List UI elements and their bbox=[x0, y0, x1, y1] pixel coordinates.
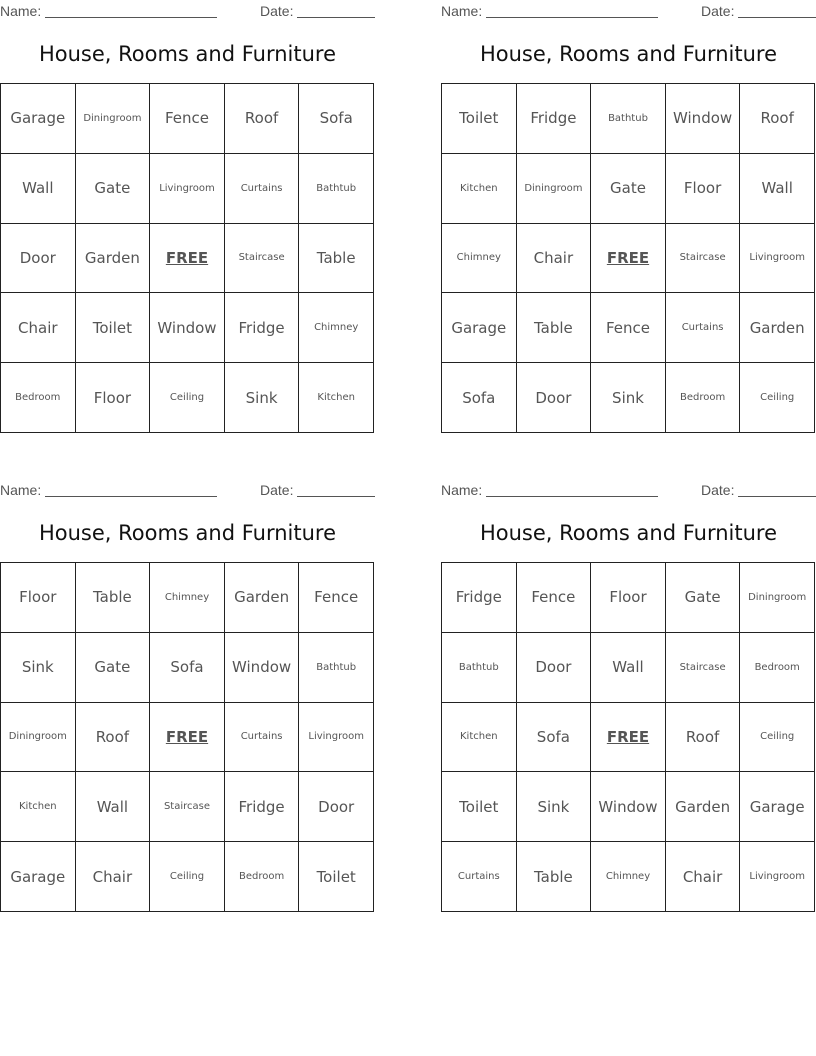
free-space-cell: FREE bbox=[150, 224, 225, 294]
date-label: Date: bbox=[701, 482, 735, 498]
bingo-cell: Roof bbox=[740, 84, 815, 154]
name-blank bbox=[486, 17, 658, 18]
bingo-grid bbox=[0, 83, 374, 433]
bingo-cell: Kitchen bbox=[1, 772, 76, 842]
bingo-cell: Table bbox=[517, 842, 592, 912]
name-label: Name: bbox=[0, 3, 42, 19]
name-blank bbox=[45, 17, 217, 18]
bingo-cell: Sink bbox=[225, 363, 300, 433]
bingo-cell: Diningroom bbox=[76, 84, 151, 154]
bingo-cell: Door bbox=[517, 363, 592, 433]
bingo-cell: Floor bbox=[76, 363, 151, 433]
free-space-cell: FREE bbox=[591, 703, 666, 773]
bingo-cell: Chair bbox=[1, 293, 76, 363]
bingo-cell: Livingroom bbox=[740, 842, 815, 912]
bingo-cell: Fence bbox=[150, 84, 225, 154]
bingo-cell: Sofa bbox=[150, 633, 225, 703]
date-blank bbox=[297, 496, 375, 497]
bingo-cell: Kitchen bbox=[442, 703, 517, 773]
bingo-cell: Bathtub bbox=[299, 633, 374, 703]
bingo-cell: Garden bbox=[76, 224, 151, 294]
bingo-cell: Chimney bbox=[442, 224, 517, 294]
bingo-cell: Wall bbox=[740, 154, 815, 224]
bingo-cell: Curtains bbox=[225, 154, 300, 224]
bingo-cell: Bedroom bbox=[666, 363, 741, 433]
bingo-cell: Garden bbox=[666, 772, 741, 842]
bingo-cell: Sink bbox=[517, 772, 592, 842]
date-blank bbox=[297, 17, 375, 18]
bingo-card bbox=[0, 0, 375, 440]
bingo-cell: Garage bbox=[1, 84, 76, 154]
bingo-cell: Ceiling bbox=[740, 703, 815, 773]
bingo-cell: Door bbox=[1, 224, 76, 294]
bingo-cell: Diningroom bbox=[517, 154, 592, 224]
bingo-cell: Chimney bbox=[591, 842, 666, 912]
bingo-grid bbox=[441, 83, 815, 433]
bingo-cell: Roof bbox=[225, 84, 300, 154]
name-date-line bbox=[0, 482, 375, 498]
date-label: Date: bbox=[260, 482, 294, 498]
bingo-cell: Roof bbox=[666, 703, 741, 773]
name-blank bbox=[45, 496, 217, 497]
name-label: Name: bbox=[441, 482, 483, 498]
bingo-card bbox=[441, 479, 816, 919]
bingo-cell: Bathtub bbox=[299, 154, 374, 224]
card-title: House, Rooms and Furniture bbox=[38, 42, 337, 66]
bingo-cell: Garden bbox=[740, 293, 815, 363]
bingo-cell: Staircase bbox=[666, 633, 741, 703]
bingo-cell: Staircase bbox=[150, 772, 225, 842]
free-space-cell: FREE bbox=[150, 703, 225, 773]
date-blank bbox=[738, 17, 816, 18]
bingo-cell: Bathtub bbox=[591, 84, 666, 154]
bingo-cell: Table bbox=[517, 293, 592, 363]
bingo-grid bbox=[441, 562, 815, 912]
bingo-cell: Sofa bbox=[442, 363, 517, 433]
bingo-cell: Door bbox=[299, 772, 374, 842]
bingo-cell: Sink bbox=[1, 633, 76, 703]
date-label: Date: bbox=[260, 3, 294, 19]
bingo-cell: Ceiling bbox=[740, 363, 815, 433]
bingo-cell: Gate bbox=[76, 633, 151, 703]
bingo-cell: Toilet bbox=[442, 772, 517, 842]
bingo-cell: Bedroom bbox=[225, 842, 300, 912]
bingo-cell: Garage bbox=[442, 293, 517, 363]
bingo-cell: Wall bbox=[76, 772, 151, 842]
bingo-cell: Window bbox=[666, 84, 741, 154]
bingo-cell: Staircase bbox=[666, 224, 741, 294]
bingo-cell: Floor bbox=[1, 563, 76, 633]
bingo-cell: Window bbox=[225, 633, 300, 703]
card-title: House, Rooms and Furniture bbox=[479, 521, 778, 545]
free-space-cell: FREE bbox=[591, 224, 666, 294]
bingo-cell: Chair bbox=[666, 842, 741, 912]
bingo-cell: Garage bbox=[1, 842, 76, 912]
bingo-cell: Window bbox=[591, 772, 666, 842]
bingo-cell: Fence bbox=[517, 563, 592, 633]
bingo-cell: Livingroom bbox=[740, 224, 815, 294]
name-date-line bbox=[0, 3, 375, 19]
bingo-card bbox=[0, 479, 375, 919]
bingo-cell: Garage bbox=[740, 772, 815, 842]
bingo-cell: Chimney bbox=[150, 563, 225, 633]
card-title: House, Rooms and Furniture bbox=[479, 42, 778, 66]
bingo-cell: Fridge bbox=[517, 84, 592, 154]
bingo-cell: Chair bbox=[76, 842, 151, 912]
bingo-cell: Door bbox=[517, 633, 592, 703]
bingo-cell: Ceiling bbox=[150, 842, 225, 912]
bingo-cell: Garden bbox=[225, 563, 300, 633]
bingo-cell: Wall bbox=[591, 633, 666, 703]
bingo-cell: Fence bbox=[299, 563, 374, 633]
bingo-card bbox=[441, 0, 816, 440]
bingo-cell: Fridge bbox=[442, 563, 517, 633]
bingo-cell: Kitchen bbox=[299, 363, 374, 433]
bingo-cell: Roof bbox=[76, 703, 151, 773]
bingo-cell: Kitchen bbox=[442, 154, 517, 224]
bingo-cell: Toilet bbox=[299, 842, 374, 912]
date-label: Date: bbox=[701, 3, 735, 19]
bingo-cell: Floor bbox=[666, 154, 741, 224]
name-label: Name: bbox=[0, 482, 42, 498]
bingo-cell: Chair bbox=[517, 224, 592, 294]
name-date-line bbox=[441, 3, 816, 19]
bingo-cell: Gate bbox=[666, 563, 741, 633]
bingo-cell: Table bbox=[76, 563, 151, 633]
bingo-cell: Table bbox=[299, 224, 374, 294]
bingo-cell: Livingroom bbox=[150, 154, 225, 224]
bingo-cell: Chimney bbox=[299, 293, 374, 363]
card-title: House, Rooms and Furniture bbox=[38, 521, 337, 545]
bingo-cell: Livingroom bbox=[299, 703, 374, 773]
bingo-cell: Diningroom bbox=[740, 563, 815, 633]
name-date-line bbox=[441, 482, 816, 498]
name-label: Name: bbox=[441, 3, 483, 19]
bingo-cell: Diningroom bbox=[1, 703, 76, 773]
bingo-cell: Sink bbox=[591, 363, 666, 433]
bingo-cell: Bathtub bbox=[442, 633, 517, 703]
bingo-cell: Curtains bbox=[442, 842, 517, 912]
bingo-cell: Sofa bbox=[299, 84, 374, 154]
bingo-cell: Wall bbox=[1, 154, 76, 224]
bingo-cell: Floor bbox=[591, 563, 666, 633]
bingo-cell: Toilet bbox=[76, 293, 151, 363]
bingo-cell: Gate bbox=[591, 154, 666, 224]
name-blank bbox=[486, 496, 658, 497]
bingo-grid bbox=[0, 562, 374, 912]
bingo-cell: Curtains bbox=[666, 293, 741, 363]
bingo-cell: Window bbox=[150, 293, 225, 363]
bingo-cell: Fence bbox=[591, 293, 666, 363]
bingo-cell: Ceiling bbox=[150, 363, 225, 433]
bingo-cell: Fridge bbox=[225, 772, 300, 842]
bingo-cell: Staircase bbox=[225, 224, 300, 294]
bingo-cell: Sofa bbox=[517, 703, 592, 773]
bingo-cell: Bedroom bbox=[740, 633, 815, 703]
bingo-cell: Curtains bbox=[225, 703, 300, 773]
bingo-cell: Toilet bbox=[442, 84, 517, 154]
bingo-cell: Bedroom bbox=[1, 363, 76, 433]
bingo-cell: Gate bbox=[76, 154, 151, 224]
date-blank bbox=[738, 496, 816, 497]
bingo-cell: Fridge bbox=[225, 293, 300, 363]
